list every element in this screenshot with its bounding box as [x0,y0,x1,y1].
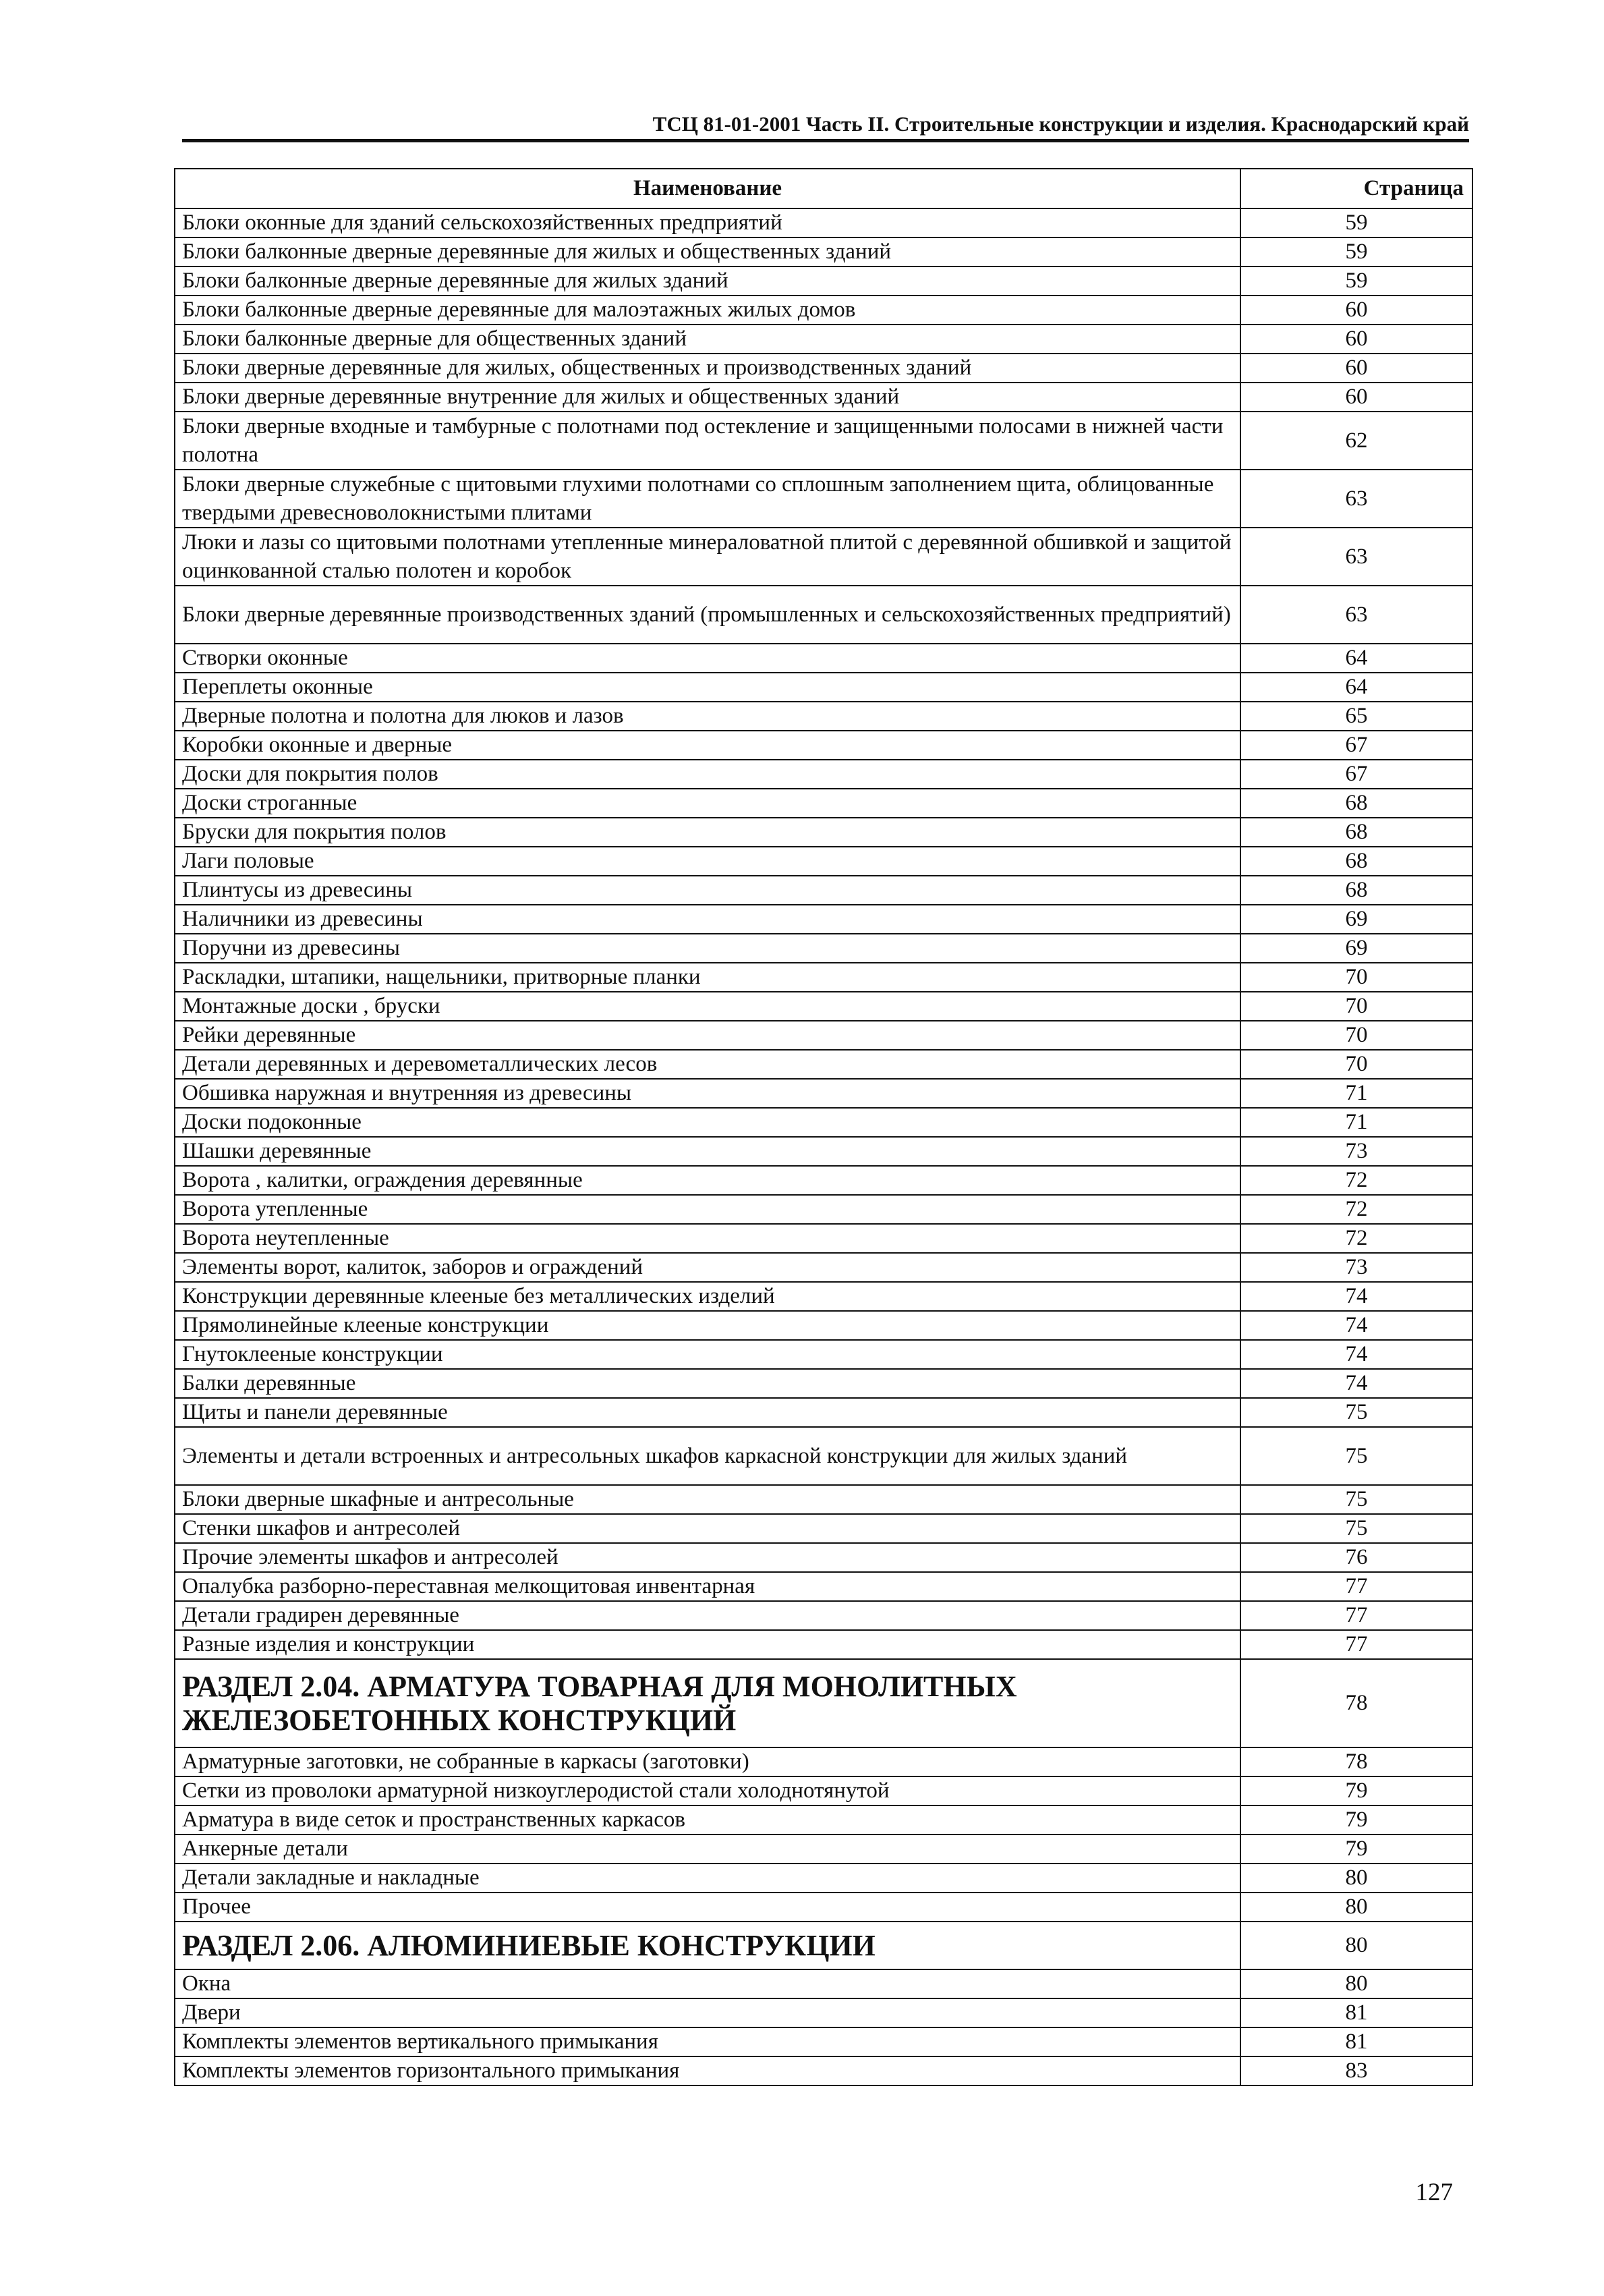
item-name: Переплеты оконные [175,673,1240,702]
item-page: 60 [1240,296,1472,325]
item-name: Обшивка наружная и внутренняя из древесины [175,1079,1240,1108]
table-row [175,1864,1472,1893]
item-page: 68 [1240,818,1472,847]
table-row [175,760,1472,789]
section-title: РАЗДЕЛ 2.04. АРМАТУРА ТОВАРНАЯ ДЛЯ МОНОЛИТНЫХ ЖЕЛЕЗОБЕТОННЫХ КОНСТРУКЦИЙ [175,1659,1240,1747]
item-page: 60 [1240,354,1472,383]
table-row [175,1601,1472,1630]
item-page: 74 [1240,1369,1472,1398]
item-name: Детали градирен деревянные [175,1601,1240,1630]
table-row [175,1572,1472,1601]
item-page: 73 [1240,1137,1472,1166]
section-row [175,1922,1472,1969]
item-page: 59 [1240,208,1472,237]
section-title: РАЗДЕЛ 2.06. АЛЮМИНИЕВЫЕ КОНСТРУКЦИИ [175,1922,1240,1969]
table-row [175,1311,1472,1340]
item-name: Комплекты элементов горизонтального примыкания [175,2056,1240,2085]
item-name: Балки деревянные [175,1369,1240,1398]
item-name: Рейки деревянные [175,1021,1240,1050]
item-name: Монтажные доски , бруски [175,992,1240,1021]
table-row [175,325,1472,354]
item-page: 75 [1240,1485,1472,1514]
item-page: 83 [1240,2056,1472,2085]
table-row [175,1998,1472,2027]
running-header [182,101,1469,142]
item-page: 73 [1240,1253,1472,1282]
header-title: ТСЦ 81-01-2001 Часть II. Строительные конструкции и изделия. Краснодарский край [652,112,1469,136]
table-row [175,1282,1472,1311]
item-page: 67 [1240,731,1472,760]
item-page: 80 [1240,1864,1472,1893]
item-page: 70 [1240,1050,1472,1079]
item-name: Блоки дверные деревянные для жилых, общественных и производственных зданий [175,354,1240,383]
item-page: 64 [1240,673,1472,702]
item-name: Доски подоконные [175,1108,1240,1137]
item-name: Блоки дверные шкафные и антресольные [175,1485,1240,1514]
table-row [175,1485,1472,1514]
item-name: Щиты и панели деревянные [175,1398,1240,1427]
item-name: Блоки дверные деревянные внутренние для жилых и общественных зданий [175,383,1240,412]
item-page: 78 [1240,1659,1472,1747]
item-name: Блоки балконные дверные деревянные для жилых зданий [175,267,1240,296]
item-page: 59 [1240,237,1472,267]
item-page: 68 [1240,876,1472,905]
table-row [175,1021,1472,1050]
table-row [175,992,1472,1021]
item-name: Ворота , калитки, ограждения деревянные [175,1166,1240,1195]
item-name: Арматурные заготовки, не собранные в каркасы (заготовки) [175,1747,1240,1776]
item-page: 74 [1240,1311,1472,1340]
item-page: 77 [1240,1601,1472,1630]
item-page: 75 [1240,1398,1472,1427]
item-name: Анкерные детали [175,1835,1240,1864]
table-row [175,934,1472,963]
table-row [175,586,1472,644]
table-row [175,1108,1472,1137]
item-page: 79 [1240,1805,1472,1835]
table-row [175,1969,1472,1998]
table-row [175,1427,1472,1485]
table-row [175,1195,1472,1224]
table-row [175,1224,1472,1253]
table-header-row [175,169,1472,208]
item-page: 80 [1240,1969,1472,1998]
section-row [175,1659,1472,1747]
item-name: Шашки деревянные [175,1137,1240,1166]
item-page: 75 [1240,1427,1472,1485]
item-page: 74 [1240,1282,1472,1311]
item-name: Доски строганные [175,789,1240,818]
table-row [175,267,1472,296]
table-row [175,818,1472,847]
item-page: 72 [1240,1195,1472,1224]
table-row [175,1369,1472,1398]
item-name: Комплекты элементов вертикального примыкания [175,2027,1240,2056]
item-page: 81 [1240,1998,1472,2027]
item-name: Детали закладные и накладные [175,1864,1240,1893]
table-row [175,963,1472,992]
item-name: Прочие элементы шкафов и антресолей [175,1543,1240,1572]
item-page: 77 [1240,1630,1472,1659]
table-row [175,1514,1472,1543]
table-row [175,876,1472,905]
item-page: 68 [1240,789,1472,818]
item-page: 70 [1240,992,1472,1021]
item-page: 63 [1240,470,1472,528]
item-name: Прочее [175,1893,1240,1922]
item-page: 71 [1240,1079,1472,1108]
contents-table [174,168,1473,2086]
item-name: Элементы и детали встроенных и антресольных шкафов каркасной конструкции для жилых зданий [175,1427,1240,1485]
table-row [175,1776,1472,1805]
table-body [175,208,1472,2085]
item-page: 67 [1240,760,1472,789]
item-page: 74 [1240,1340,1472,1369]
item-page: 69 [1240,905,1472,934]
item-page: 79 [1240,1776,1472,1805]
table-row [175,1050,1472,1079]
item-name: Прямолинейные клееные конструкции [175,1311,1240,1340]
table-row [175,2056,1472,2085]
table-row [175,789,1472,818]
table-row [175,1747,1472,1776]
table-row [175,847,1472,876]
item-page: 72 [1240,1224,1472,1253]
item-page: 63 [1240,528,1472,586]
table-row [175,1630,1472,1659]
item-name: Ворота утепленные [175,1195,1240,1224]
table-row [175,1137,1472,1166]
item-name: Створки оконные [175,644,1240,673]
table-row [175,1340,1472,1369]
item-page: 71 [1240,1108,1472,1137]
table-row [175,354,1472,383]
item-page: 75 [1240,1514,1472,1543]
item-name: Лаги половые [175,847,1240,876]
item-name: Блоки оконные для зданий сельскохозяйственных предприятий [175,208,1240,237]
table-row [175,2027,1472,2056]
item-name: Детали деревянных и деревометаллических лесов [175,1050,1240,1079]
item-name: Конструкции деревянные клееные без металлических изделий [175,1282,1240,1311]
item-page: 60 [1240,325,1472,354]
item-page: 69 [1240,934,1472,963]
item-name: Доски для покрытия полов [175,760,1240,789]
table-row [175,470,1472,528]
item-name: Блоки балконные дверные деревянные для малоэтажных жилых домов [175,296,1240,325]
table-row [175,1398,1472,1427]
table-row [175,702,1472,731]
item-page: 60 [1240,383,1472,412]
item-page: 81 [1240,2027,1472,2056]
item-page: 77 [1240,1572,1472,1601]
table-row [175,412,1472,470]
table-row [175,673,1472,702]
item-name: Окна [175,1969,1240,1998]
table-row [175,644,1472,673]
table-row [175,1166,1472,1195]
item-page: 70 [1240,963,1472,992]
table-row [175,237,1472,267]
table-row [175,383,1472,412]
item-page: 76 [1240,1543,1472,1572]
item-name: Блоки балконные дверные для общественных зданий [175,325,1240,354]
table-row [175,296,1472,325]
table-row [175,905,1472,934]
table-row [175,1805,1472,1835]
item-name: Люки и лазы со щитовыми полотнами утепленные минераловатной плитой с деревянной обшивкой и защитой оцинкованной сталью полотен и коробок [175,528,1240,586]
item-name: Плинтусы из древесины [175,876,1240,905]
item-name: Гнутоклееные конструкции [175,1340,1240,1369]
item-page: 78 [1240,1747,1472,1776]
item-name: Раскладки, штапики, нащельники, притворные планки [175,963,1240,992]
item-page: 80 [1240,1922,1472,1969]
item-page: 70 [1240,1021,1472,1050]
table-row [175,1893,1472,1922]
table-row [175,1079,1472,1108]
table-row [175,731,1472,760]
item-page: 80 [1240,1893,1472,1922]
item-name: Блоки дверные деревянные производственных зданий (промышленных и сельскохозяйственных предприятий) [175,586,1240,644]
item-name: Дверные полотна и полотна для люков и лазов [175,702,1240,731]
table-row [175,1543,1472,1572]
item-page: 64 [1240,644,1472,673]
item-page: 62 [1240,412,1472,470]
page-number: 127 [1415,2179,1453,2206]
item-page: 63 [1240,586,1472,644]
item-name: Двери [175,1998,1240,2027]
column-header-page: Страница [1240,169,1472,208]
item-page: 72 [1240,1166,1472,1195]
item-name: Коробки оконные и дверные [175,731,1240,760]
item-name: Элементы ворот, калиток, заборов и ограждений [175,1253,1240,1282]
item-name: Блоки балконные дверные деревянные для жилых и общественных зданий [175,237,1240,267]
item-name: Арматура в виде сеток и пространственных каркасов [175,1805,1240,1835]
item-name: Наличники из древесины [175,905,1240,934]
item-name: Стенки шкафов и антресолей [175,1514,1240,1543]
item-page: 65 [1240,702,1472,731]
item-name: Сетки из проволоки арматурной низкоуглеродистой стали холоднотянутой [175,1776,1240,1805]
table-row [175,208,1472,237]
table-row [175,528,1472,586]
item-name: Опалубка разборно-переставная мелкощитовая инвентарная [175,1572,1240,1601]
table-row [175,1253,1472,1282]
item-name: Разные изделия и конструкции [175,1630,1240,1659]
item-name: Поручни из древесины [175,934,1240,963]
item-page: 68 [1240,847,1472,876]
item-name: Бруски для покрытия полов [175,818,1240,847]
item-name: Ворота неутепленные [175,1224,1240,1253]
item-name: Блоки дверные входные и тамбурные с полотнами под остекление и защищенными полосами в нижней части полотна [175,412,1240,470]
item-page: 59 [1240,267,1472,296]
column-header-name: Наименование [175,169,1240,208]
item-name: Блоки дверные служебные с щитовыми глухими полотнами со сплошным заполнением щита, облицованные твердыми древесноволокнистыми плитами [175,470,1240,528]
table-row [175,1835,1472,1864]
item-page: 79 [1240,1835,1472,1864]
